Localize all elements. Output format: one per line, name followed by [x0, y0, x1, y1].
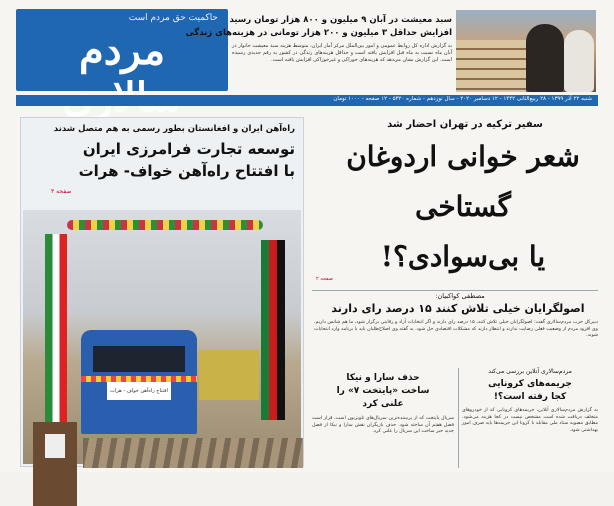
masthead-name: مردم	[78, 27, 166, 74]
story-left-headline	[312, 372, 454, 411]
story-left-headline-line-3: علنی کرد	[362, 399, 404, 409]
quote-byline: مصطفی کواکبیان:	[435, 292, 485, 300]
story-left-headline-line-2: ساخت «پایتخت ۷» را	[336, 386, 430, 396]
afghanistan-flag-pillar	[261, 240, 285, 420]
main-kicker: سفیر ترکیه در تهران احضار شد	[387, 119, 543, 130]
section-divider	[312, 290, 598, 291]
main-headline-line-1: شعر خوانی اردوغان	[346, 140, 580, 173]
quote-body: دبیرکل حزب مردم‌سالاری گفت: اصولگرایان خیلی تلاش کنند، ۱۵ درصد رای دارند و اگر انتخابات آزاد و رقابتی برگزار شود، ما هم شانس داریم. وی افزود مردم از وضعیت فعلی رضایت ندارند و انتظار دارند که مشکلات اقتصادی حل شود. به گفته وی اصلاح‌طلبان باید با برنامه وارد انتخابات شوند.	[314, 320, 598, 339]
photo-shopper-2	[564, 30, 594, 92]
date-bar	[16, 95, 598, 106]
freight-cars	[199, 350, 259, 400]
story-right-headline-line-2: کجا رفته است؟!	[493, 392, 567, 402]
locomotive-banner: افتتاح راه‌آهن خواف - هرات	[107, 382, 171, 400]
quote-headline: اصولگرایان خیلی تلاش کنند ۱۵ درصد رای دارند	[331, 302, 585, 315]
rail-title-line-1: توسعه تجارت فرامرزی ایران	[82, 140, 295, 158]
plaque-plate	[45, 434, 65, 458]
masthead-tagline: حاکمیت حق مردم است	[128, 13, 218, 23]
story-right-kicker: مردم‌سالاری آنلاین بررسی می‌کند	[488, 368, 572, 375]
masthead-logo	[16, 9, 228, 91]
locomotive	[81, 330, 197, 434]
teaser-headline-2: افزایش حداقل ۳ میلیون و ۲۰۰ هزار تومانی در هزینه‌های زندگی	[185, 28, 452, 38]
main-headline-line-3: یا بی‌سوادی؟!	[380, 240, 546, 273]
story-left-headline-line-1: حذف سارا و نیکا	[346, 373, 420, 383]
teaser-headline-1: سبد معیشت در آبان ۹ میلیون و ۸۰۰ هزار تومان رسید	[229, 15, 452, 25]
photo-shopper	[526, 24, 564, 92]
story-right-body: به گزارش مردم‌سالاری آنلاین، جریمه‌های کرونایی که از خودروهای متخلف دریافت شده است مشخص نیست در کجا هزینه می‌شود. مطابق مصوبه ستاد ملی مقابله با کرونا این جریمه‌ها باید صرف امور بهداشتی شود.	[462, 408, 598, 433]
rail-title-line-2: با افتتاح راه‌آهن خواف- هرات	[78, 162, 295, 180]
rail-tracks	[83, 438, 303, 468]
main-page-ref: صفحه ۲	[316, 276, 333, 282]
top-teaser	[185, 14, 452, 92]
rail-photo	[23, 210, 301, 464]
flower-arch	[67, 220, 263, 230]
photo-shelf	[456, 40, 526, 92]
teaser-photo-supermarket	[456, 10, 596, 92]
teaser-body: به گزارش اداره کل روابط عمومی و امور بین‌الملل مرکز آمار ایران، متوسط هزینه سبد معیشت خانوار در آبان ماه نسبت به ماه قبل افزایش یافته است و حداقل هزینه‌های زندگی در کشور به رقم جدیدی رسیده است. این گزارش نشان می‌دهد که هزینه‌های خوراکی و غیرخوراکی افزایش یافته است.	[232, 43, 452, 63]
story-right-headline-line-1: جریمه‌های کرونایی	[488, 379, 572, 389]
iran-flag-pillar	[45, 234, 67, 434]
story-right-headline	[462, 378, 598, 404]
main-headline-line-2: گستاخی	[415, 190, 511, 223]
rail-kicker: راه‌آهن ایران و افغانستان بطور رسمی به هم متصل شدند	[53, 124, 295, 134]
locomotive-windshield	[93, 346, 185, 372]
rail-page-ref: صفحه ۳	[51, 188, 72, 195]
column-divider	[458, 368, 459, 468]
issue-date: شنبه ۲۲ آذر ۱۳۹۹ - ۲۸ ربیع‌الثانی ۱۴۴۲ - ۱۲ دسامبر ۲۰۲۰ - سال نوزدهم - شماره ۵۳۲۰ - ۱۲ صفحه - ۱۰۰۰ تومان	[333, 96, 592, 102]
rail-story-box	[20, 117, 304, 467]
ceremony-plaque	[33, 422, 77, 506]
story-left-body: سریال پایتخت که از پربیننده‌ترین سریال‌های تلویزیون است، قرار است فصل هفتم آن ساخته شود. حذف بازیگران نقش سارا و نیکا از فصل جدید خبر ساخت این سریال را علنی کرد.	[312, 416, 454, 435]
